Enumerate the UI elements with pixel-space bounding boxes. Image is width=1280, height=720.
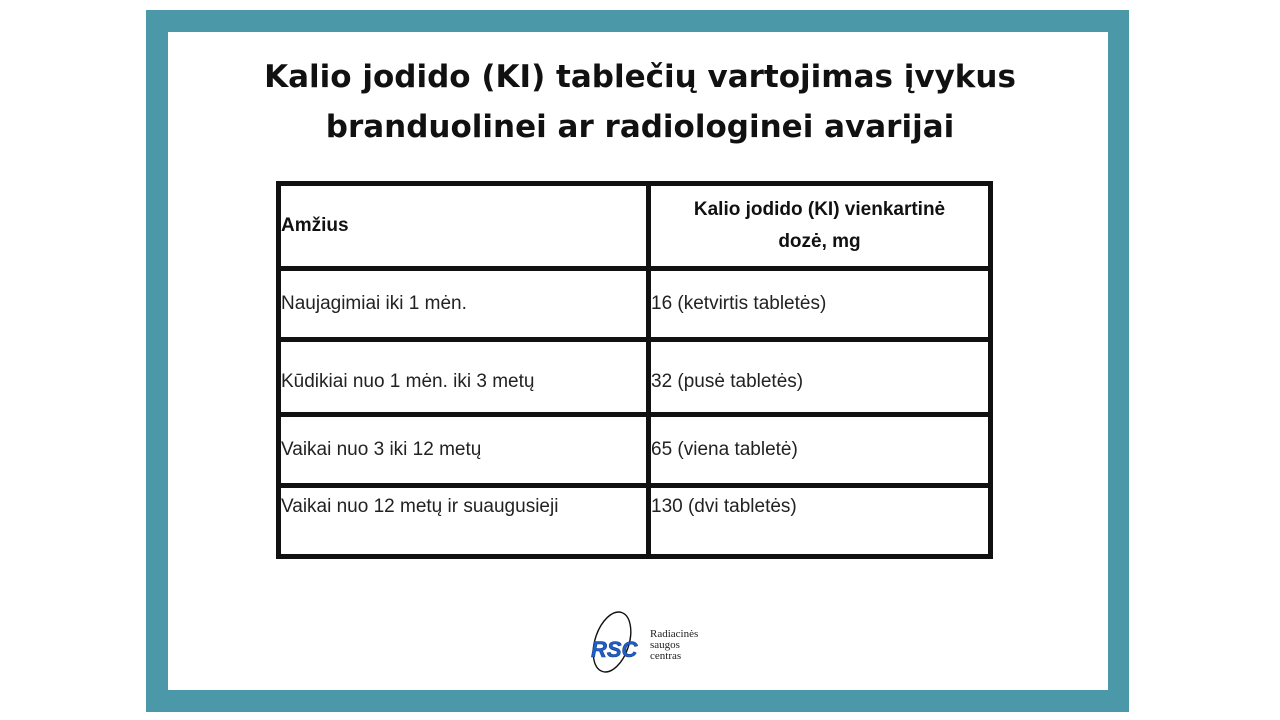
dose-cell: 16 (ketvirtis tabletės) xyxy=(649,269,991,340)
dose-cell: 65 (viena tabletė) xyxy=(649,415,991,486)
table-header-row xyxy=(279,184,991,269)
age-cell: Vaikai nuo 12 metų ir suaugusieji xyxy=(279,486,649,557)
dose-table xyxy=(276,181,993,559)
header-age: Amžius xyxy=(279,184,649,269)
header-dose xyxy=(649,184,991,269)
dose-cell: 130 (dvi tabletės) xyxy=(649,486,991,557)
title-line-2: branduolinei ar radiologinei avarijai xyxy=(325,109,955,145)
logo-line-1: Radiacinės xyxy=(650,628,699,640)
table-row xyxy=(279,415,991,486)
header-dose-line-1: Kalio jodido (KI) vienkartinė xyxy=(693,199,946,220)
age-cell: Naujagimiai iki 1 mėn. xyxy=(279,269,649,340)
logo-line-3: centras xyxy=(650,650,682,662)
logo-line-2: saugos xyxy=(650,639,680,651)
header-dose-line-2: dozė, mg xyxy=(778,231,861,252)
title-line-1: Kalio jodido (KI) tablečių vartojimas įvykus xyxy=(264,59,1016,95)
page-title xyxy=(0,52,1280,152)
logo-wordmark xyxy=(650,629,698,662)
table-row xyxy=(279,486,991,557)
table-row xyxy=(279,269,991,340)
logo-abbr: RSC xyxy=(591,637,638,662)
age-cell: Kūdikiai nuo 1 mėn. iki 3 metų xyxy=(279,340,649,415)
dose-cell: 32 (pusė tabletės) xyxy=(649,340,991,415)
table-row xyxy=(279,340,991,415)
age-cell: Vaikai nuo 3 iki 12 metų xyxy=(279,415,649,486)
